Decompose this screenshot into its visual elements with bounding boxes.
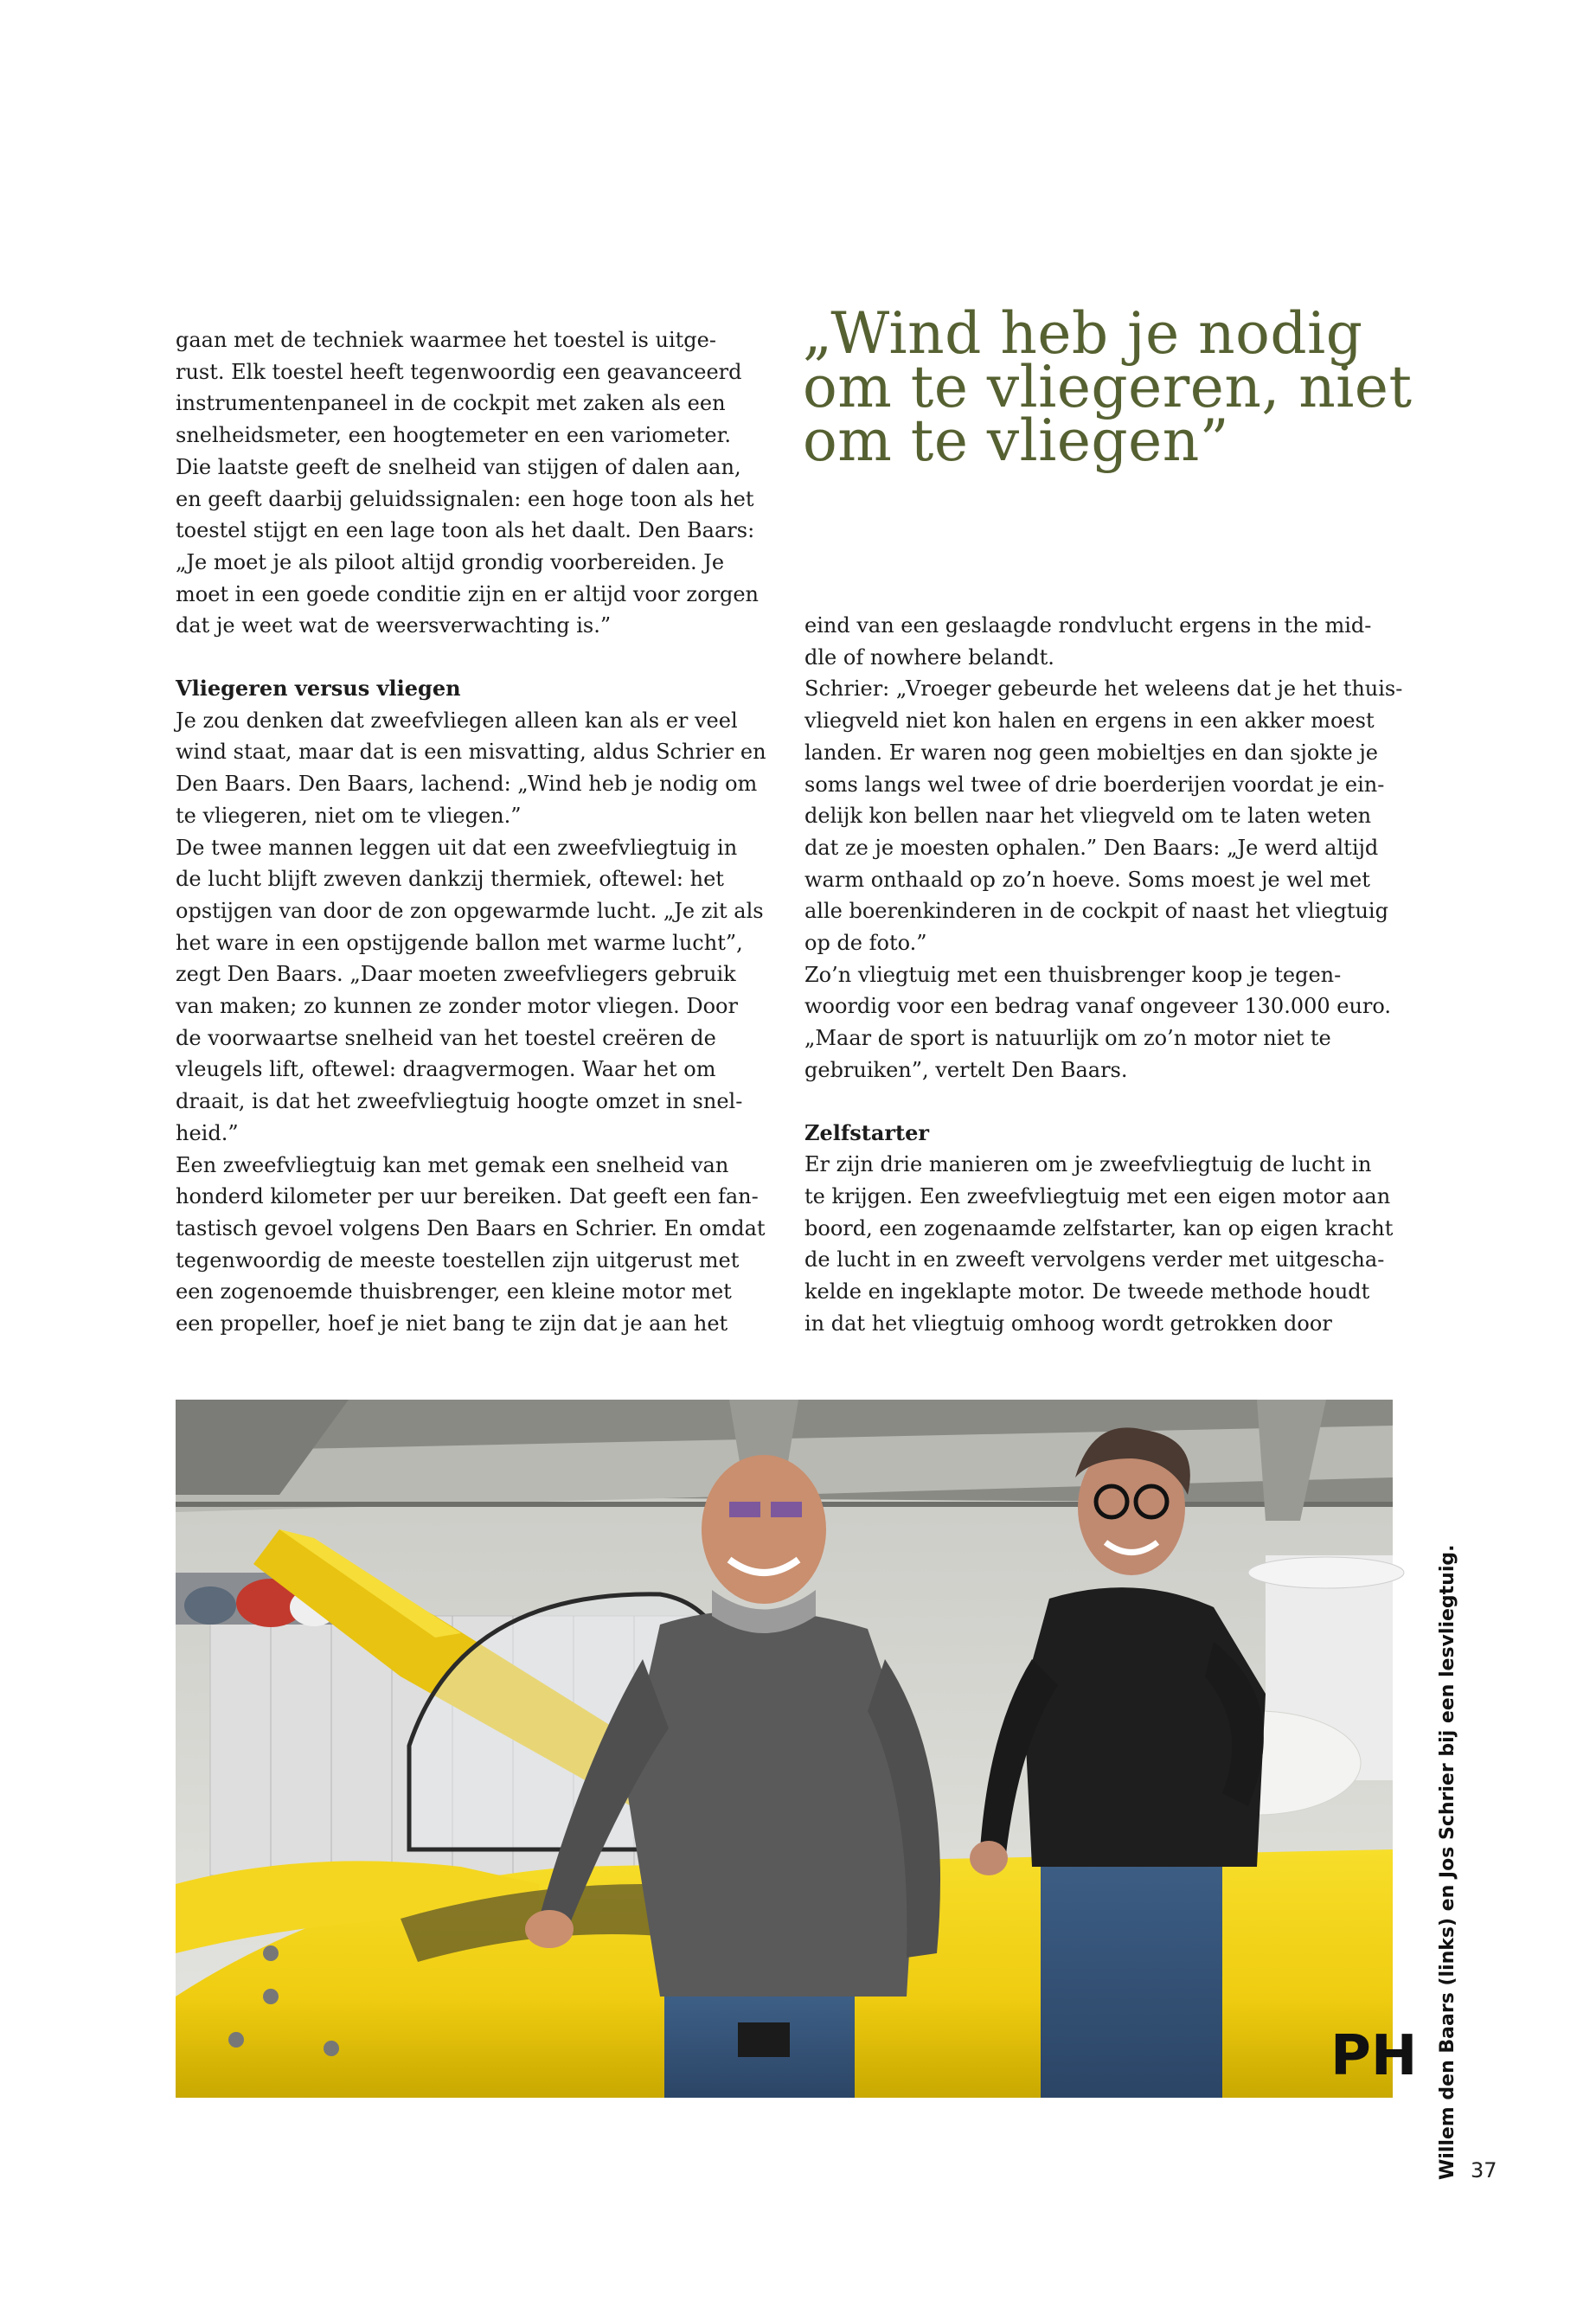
article-column-left — [176, 324, 768, 1340]
photo-caption: Willem den Baars (links) en Jos Schrier bij een lesvliegtuig. — [1437, 1544, 1458, 2180]
aircraft-registration: PH — [1330, 2024, 1418, 2088]
pull-quote: „Wind heb je nodig om te vliegeren, niet om te vliegen” — [803, 300, 1413, 474]
section-heading: Zelfstarter — [804, 1119, 930, 1145]
section-heading: Vliegeren versus vliegen — [176, 676, 461, 702]
paragraph: gaan met de techniek waarmee het toestel is uitge- rust. Elk toestel heeft tegenwoordig een geavanceerd instrumentenpaneel in de cockpit met zaken als een snelheidsmeter, een hoogtemeter en een variometer. Die laatste geeft de snelheid van stijgen of dalen aan, en geeft daarbij geluidssignalen: een hoge toon als het toestel stijgt en een lage toon als het daalt. Den Baars: „Je moet je als piloot altijd grondig voorbereiden. Je moet in een goede conditie zijn en er altijd voor zorgen dat je weet wat de weersverwachting is.” — [176, 328, 760, 638]
paragraph: eind van een geslaagde rondvlucht ergens in the mid- dle of nowhere belandt. Schrier: „Vroeger gebeurde het weleens dat je het thuis- vliegveld niet kon halen en ergens in een akker moest landen. Er waren nog geen mobieltjes en dan sjokte je soms langs wel twee of drie boerderijen voordat je ein- delijk kon bellen naar het vliegveld om te laten weten dat ze je moesten ophalen.” Den Baars: „Je werd altijd warm onthaald op zo’n hoeve. Soms moest je wel met alle boerenkinderen in de cockpit of naast het vliegtuig op de foto.” Zo’n vliegtuig met een thuisbrenger koop je tegen- woordig voor een bedrag vanaf ongeveer 130.000 euro. „Maar de sport is natuurlijk om zo’n motor niet te gebruiken”, vertelt Den Baars. — [804, 613, 1403, 1082]
page-number: 37 — [1471, 2158, 1497, 2182]
paragraph: Je zou denken dat zweefvliegen alleen kan als er veel wind staat, maar dat is een misvatting, aldus Schrier en Den Baars. Den Baars, lachend: „Wind heb je nodig om te vliegeren, niet om te vliegen.” De twee mannen leggen uit dat een zweefvliegtuig in de lucht blijft zweven dankzij thermiek, oftewel: het opstijgen van door de zon opgewarmde lucht. „Je zit als het ware in een opstijgende ballon met warme lucht”, zegt Den Baars. „Daar moeten zweefvliegers gebruik van maken; zo kunnen ze zonder motor vliegen. Door de voorwaartse snelheid van het toestel creëren de vleugels lift, oftewel: draagvermogen. Waar het om draait, is dat het zweefvliegtuig hoogte omzet in snel- heid.” Een zweefvliegtuig kan met gemak een snelheid van honderd kilometer per uur bereiken. Dat geeft een fan- tastisch gevoel volgens Den Baars en Schrier. En omdat tegenwoordig de meeste toestellen zijn uitgerust met een zogenoemde thuisbrenger, een kleine motor met een propeller, hoef je niet bang te zijn dat je aan het — [176, 708, 766, 1336]
photo-hangar-glider — [176, 1400, 1418, 2098]
article-column-right — [804, 610, 1410, 1339]
paragraph: Er zijn drie manieren om je zweefvliegtuig de lucht in te krijgen. Een zweefvliegtuig met een eigen motor aan boord, een zogenaamde zelfstarter, kan op eigen kracht de lucht in en zweeft vervolgens verder met uitgescha- kelde en ingeklapte motor. De tweede methode houdt in dat het vliegtuig omhoog wordt getrokken door — [804, 1152, 1394, 1336]
